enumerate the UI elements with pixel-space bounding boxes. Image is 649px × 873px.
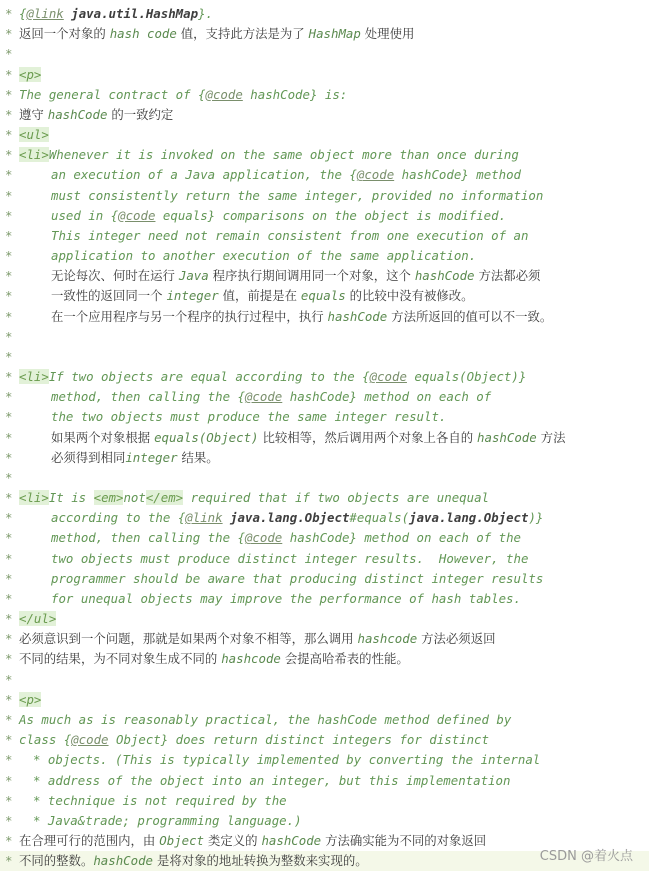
comment-text bbox=[51, 206, 506, 226]
comment-line bbox=[0, 791, 649, 811]
comment-star: * bbox=[5, 570, 13, 586]
comment-text bbox=[19, 65, 41, 85]
comment-line bbox=[0, 811, 649, 831]
comment-line bbox=[0, 105, 649, 125]
comment-line bbox=[0, 186, 649, 206]
comment-text bbox=[51, 407, 446, 427]
comment-segment: If two objects are equal according to the { bbox=[48, 369, 370, 385]
comment-text bbox=[33, 750, 540, 770]
html-tag: <p> bbox=[19, 66, 42, 82]
comment-line bbox=[0, 771, 649, 791]
comment-star: * bbox=[5, 833, 13, 848]
comment-line bbox=[0, 165, 649, 185]
comment-text bbox=[51, 569, 543, 589]
comment-text bbox=[19, 831, 486, 851]
comment-segment: equals bbox=[300, 288, 346, 304]
comment-star: * bbox=[5, 449, 13, 465]
comment-segment: Object} does return distinct integers for distinct bbox=[108, 732, 489, 748]
comment-text bbox=[19, 105, 173, 125]
translation-text: 不同的结果，为不同对象生成不同的 bbox=[19, 651, 222, 667]
comment-text bbox=[51, 589, 521, 609]
comment-line bbox=[0, 327, 649, 347]
comment-line bbox=[0, 4, 649, 24]
comment-segment: hashCode} method on each of bbox=[282, 389, 492, 405]
comment-segment: used in { bbox=[51, 207, 119, 223]
comment-text bbox=[51, 528, 521, 548]
comment-text bbox=[19, 710, 511, 730]
html-tag: <li> bbox=[19, 147, 49, 163]
comment-segment: an execution of a Java application, the { bbox=[51, 167, 357, 183]
comment-star: * bbox=[5, 752, 13, 768]
translation-text: 方法必须返回 bbox=[417, 631, 496, 647]
comment-line bbox=[0, 226, 649, 246]
comment-text bbox=[19, 609, 56, 629]
translation-text: 遵守 bbox=[19, 106, 48, 122]
comment-text bbox=[19, 690, 41, 710]
comment-segment: programmer should be aware that producing distinct integer results bbox=[51, 570, 544, 586]
comment-line bbox=[0, 145, 649, 165]
comment-segment: class { bbox=[19, 732, 72, 748]
translation-text: 在一个应用程序与另一个程序的执行过程中，执行 bbox=[51, 308, 328, 324]
comment-star: * bbox=[5, 127, 13, 142]
comment-segment: The general contract of { bbox=[19, 86, 206, 102]
javadoc-tag: @code bbox=[369, 369, 407, 385]
comment-text bbox=[51, 246, 476, 266]
comment-text bbox=[51, 266, 540, 286]
comment-segment: hashCode} method bbox=[394, 167, 521, 183]
comment-segment: the two objects must produce the same integer result. bbox=[51, 409, 447, 425]
comment-segment: according to the { bbox=[51, 510, 186, 526]
comment-star: * bbox=[5, 369, 13, 385]
comment-line bbox=[0, 448, 649, 468]
comment-segment: required that if two objects are unequal bbox=[183, 490, 490, 506]
comment-segment: two objects must produce distinct integer results. However, the bbox=[51, 550, 529, 566]
html-tag: </ul> bbox=[19, 611, 57, 627]
translation-text: 必须得到相同 bbox=[51, 449, 126, 465]
translation-text: 返回一个对象的 bbox=[19, 26, 110, 42]
comment-segment: not bbox=[123, 490, 146, 506]
comment-star: * bbox=[5, 651, 13, 667]
comment-segment: equals(Object)} bbox=[406, 369, 527, 385]
comment-line bbox=[0, 387, 649, 407]
comment-text bbox=[19, 24, 414, 44]
comment-star: * bbox=[5, 792, 13, 808]
comment-segment: method, then calling the { bbox=[51, 389, 245, 405]
comment-text bbox=[19, 4, 213, 24]
comment-star: * bbox=[5, 227, 13, 243]
comment-segment: As much as is reasonably practical, the hashCode method defined by bbox=[19, 712, 512, 727]
comment-star: * bbox=[5, 510, 13, 526]
comment-star: * bbox=[5, 86, 13, 102]
comment-line bbox=[0, 266, 649, 286]
comment-text bbox=[33, 811, 302, 831]
translation-text: 在合理可行的范围内，由 bbox=[19, 833, 160, 848]
comment-star: * bbox=[5, 6, 13, 21]
javadoc-tag: @code bbox=[205, 86, 243, 102]
comment-text bbox=[51, 448, 219, 468]
translation-text: 类定义的 bbox=[204, 833, 262, 848]
comment-star: * bbox=[5, 207, 13, 223]
comment-line bbox=[0, 730, 649, 750]
comment-line bbox=[0, 367, 649, 387]
comment-text bbox=[51, 428, 565, 448]
comment-segment: hashCode bbox=[477, 429, 537, 445]
html-tag: <li> bbox=[19, 490, 49, 506]
translation-text: 方法都必须 bbox=[474, 268, 541, 284]
comment-text bbox=[51, 549, 528, 569]
comment-line bbox=[0, 428, 649, 448]
comment-line bbox=[0, 307, 649, 327]
comment-segment: hash code bbox=[109, 26, 177, 42]
comment-text bbox=[33, 791, 287, 811]
comment-line bbox=[0, 508, 649, 528]
comment-line bbox=[0, 407, 649, 427]
comment-star: * bbox=[5, 328, 13, 344]
comment-segment: }. bbox=[198, 6, 213, 21]
translation-text: 一致性的返回同一个 bbox=[51, 288, 167, 304]
comment-line bbox=[0, 569, 649, 589]
comment-line bbox=[0, 649, 649, 669]
html-tag: <em> bbox=[93, 490, 124, 506]
comment-segment: integer bbox=[166, 288, 219, 304]
comment-star: * bbox=[5, 530, 13, 546]
comment-segment: hashCode} method on each of the bbox=[282, 530, 521, 546]
comment-star: * bbox=[5, 308, 13, 324]
comment-segment: * address of the object into an integer, but this implementation bbox=[33, 772, 511, 788]
comment-star: * bbox=[5, 429, 13, 445]
comment-line bbox=[0, 690, 649, 710]
comment-text bbox=[19, 629, 495, 649]
translation-text: 比较相等，然后调用两个对象上各自的 bbox=[258, 429, 478, 445]
comment-line bbox=[0, 710, 649, 730]
comment-text bbox=[51, 387, 491, 407]
comment-line bbox=[0, 85, 649, 105]
comment-text bbox=[51, 226, 528, 246]
comment-text bbox=[19, 488, 489, 508]
comment-star: * bbox=[5, 288, 13, 304]
translation-text: 无论每次、何时在运行 bbox=[51, 268, 179, 284]
comment-star: * bbox=[5, 490, 13, 506]
translation-text: 程序执行期间调用同一个对象，这个 bbox=[208, 268, 415, 284]
comment-star: * bbox=[5, 853, 13, 869]
translation-text: 方法所返回的值可以不一致。 bbox=[387, 308, 553, 324]
translation-text: 不同的整数。 bbox=[19, 853, 94, 869]
html-tag: <ul> bbox=[19, 127, 49, 142]
comment-segment: * objects. (This is typically implemented by converting the internal bbox=[33, 752, 541, 768]
comment-segment: hashCode bbox=[261, 833, 322, 848]
comment-line bbox=[0, 246, 649, 266]
comment-star: * bbox=[5, 187, 13, 203]
comment-segment: { bbox=[19, 6, 27, 21]
comment-star: * bbox=[5, 611, 13, 627]
comment-line bbox=[0, 528, 649, 548]
javadoc-tag: @code bbox=[71, 732, 109, 748]
comment-text bbox=[19, 730, 489, 750]
comment-segment: HashMap bbox=[308, 26, 361, 42]
comment-line bbox=[0, 286, 649, 306]
comment-text bbox=[33, 771, 510, 791]
comment-star: * bbox=[5, 66, 13, 82]
comment-text bbox=[51, 165, 521, 185]
comment-line bbox=[0, 609, 649, 629]
comment-segment: Whenever it is invoked on the same object more than once during bbox=[48, 147, 519, 163]
comment-star: * bbox=[5, 26, 13, 42]
comment-line bbox=[0, 549, 649, 569]
comment-text bbox=[19, 649, 409, 669]
translation-text: 如果两个对象根据 bbox=[51, 429, 155, 445]
comment-star: * bbox=[5, 389, 13, 405]
comment-line bbox=[0, 206, 649, 226]
comment-segment: hashcode bbox=[357, 631, 418, 647]
comment-segment: hashcode bbox=[221, 651, 281, 667]
comment-star: * bbox=[5, 732, 13, 748]
comment-segment: #equals( bbox=[349, 510, 410, 526]
comment-segment: Object bbox=[159, 833, 205, 848]
javadoc-tag: @link bbox=[185, 510, 223, 526]
comment-star: * bbox=[5, 691, 13, 707]
comment-text bbox=[19, 85, 347, 105]
translation-text: 值，前提是在 bbox=[218, 288, 301, 304]
comment-segment: hashCode bbox=[414, 268, 475, 284]
translation-text: 方法确实能为不同的对象返回 bbox=[321, 833, 487, 848]
javadoc-tag: @link bbox=[26, 6, 64, 21]
comment-star: * bbox=[5, 469, 13, 485]
comment-line bbox=[0, 589, 649, 609]
comment-star: * bbox=[5, 248, 13, 263]
javadoc-tag: @code bbox=[244, 530, 283, 546]
comment-line bbox=[0, 488, 649, 508]
comment-text bbox=[51, 186, 543, 206]
html-tag: <li> bbox=[19, 369, 49, 385]
translation-text: 是将对象的地址转换为整数来实现的。 bbox=[153, 853, 368, 869]
comment-star: * bbox=[5, 550, 13, 566]
translation-text: 值，支持此方法是为了 bbox=[176, 26, 309, 42]
comment-line bbox=[0, 629, 649, 649]
html-tag: <p> bbox=[19, 691, 42, 707]
comment-segment: integer bbox=[125, 449, 178, 465]
comment-segment: This integer need not remain consistent from one execution of an bbox=[51, 227, 529, 243]
watermark: CSDN @着火点 bbox=[539, 849, 633, 864]
comment-star: * bbox=[5, 167, 13, 183]
comment-star: * bbox=[5, 268, 13, 284]
html-tag: </em> bbox=[145, 490, 184, 506]
comment-star: * bbox=[5, 812, 13, 828]
comment-star: * bbox=[5, 772, 13, 788]
comment-segment: )} bbox=[528, 510, 544, 526]
translation-text: 的一致约定 bbox=[107, 106, 174, 122]
javadoc-tag: @code bbox=[118, 207, 156, 223]
comment-segment bbox=[223, 510, 230, 525]
class-reference: java.lang.Object bbox=[409, 510, 529, 526]
comment-segment: hashCode bbox=[327, 308, 388, 324]
comment-segment: for unequal objects may improve the performance of hash tables. bbox=[51, 590, 521, 606]
comment-star: * bbox=[5, 590, 13, 606]
translation-text: 处理使用 bbox=[360, 26, 415, 42]
comment-segment: hashCode bbox=[47, 106, 108, 122]
comment-segment: equals} comparisons on the object is modified. bbox=[155, 207, 507, 223]
comment-text bbox=[19, 851, 368, 871]
comment-segment: method, then calling the { bbox=[51, 530, 245, 546]
comment-text bbox=[51, 508, 543, 528]
translation-text: 会提高哈希表的性能。 bbox=[280, 651, 409, 667]
comment-segment: equals(Object) bbox=[154, 429, 259, 445]
comment-star: * bbox=[5, 46, 13, 62]
comment-segment: application to another execution of the same application. bbox=[51, 248, 477, 263]
comment-line bbox=[0, 125, 649, 145]
translation-text: 结果。 bbox=[177, 449, 219, 465]
comment-text bbox=[19, 145, 519, 165]
comment-line bbox=[0, 347, 649, 367]
comment-segment: hashCode bbox=[93, 853, 154, 869]
comment-segment: must consistently return the same integer, provided no information bbox=[51, 187, 544, 203]
comment-line bbox=[0, 670, 649, 690]
comment-star: * bbox=[5, 631, 13, 647]
comment-text bbox=[51, 286, 474, 306]
comment-star: * bbox=[5, 409, 13, 425]
comment-text bbox=[19, 367, 526, 387]
javadoc-tag: @code bbox=[356, 167, 395, 183]
translation-text: 必须意识到一个问题，那就是如果两个对象不相等，那么调用 bbox=[19, 631, 358, 647]
comment-text bbox=[19, 125, 49, 145]
comment-segment: hashCode} is: bbox=[242, 86, 348, 102]
comment-star: * bbox=[5, 348, 13, 364]
class-reference: java.lang.Object bbox=[230, 510, 350, 526]
comment-line bbox=[0, 750, 649, 770]
translation-text: 的比较中没有被修改。 bbox=[345, 288, 474, 304]
comment-star: * bbox=[5, 671, 13, 687]
comment-star: * bbox=[5, 106, 13, 122]
translation-text: 方法 bbox=[536, 429, 566, 445]
comment-star: * bbox=[5, 712, 13, 727]
class-reference: java.util.HashMap bbox=[71, 6, 199, 21]
comment-segment: * technique is not required by the bbox=[33, 792, 287, 808]
comment-segment: It is bbox=[48, 490, 94, 506]
comment-segment: Java bbox=[178, 268, 209, 284]
comment-segment: * Java&trade; programming language.) bbox=[33, 812, 302, 828]
comment-line bbox=[0, 44, 649, 64]
comment-line bbox=[0, 65, 649, 85]
comment-line bbox=[0, 24, 649, 44]
comment-text bbox=[51, 307, 552, 327]
comment-line bbox=[0, 468, 649, 488]
comment-star: * bbox=[5, 147, 13, 163]
javadoc-tag: @code bbox=[244, 389, 283, 405]
